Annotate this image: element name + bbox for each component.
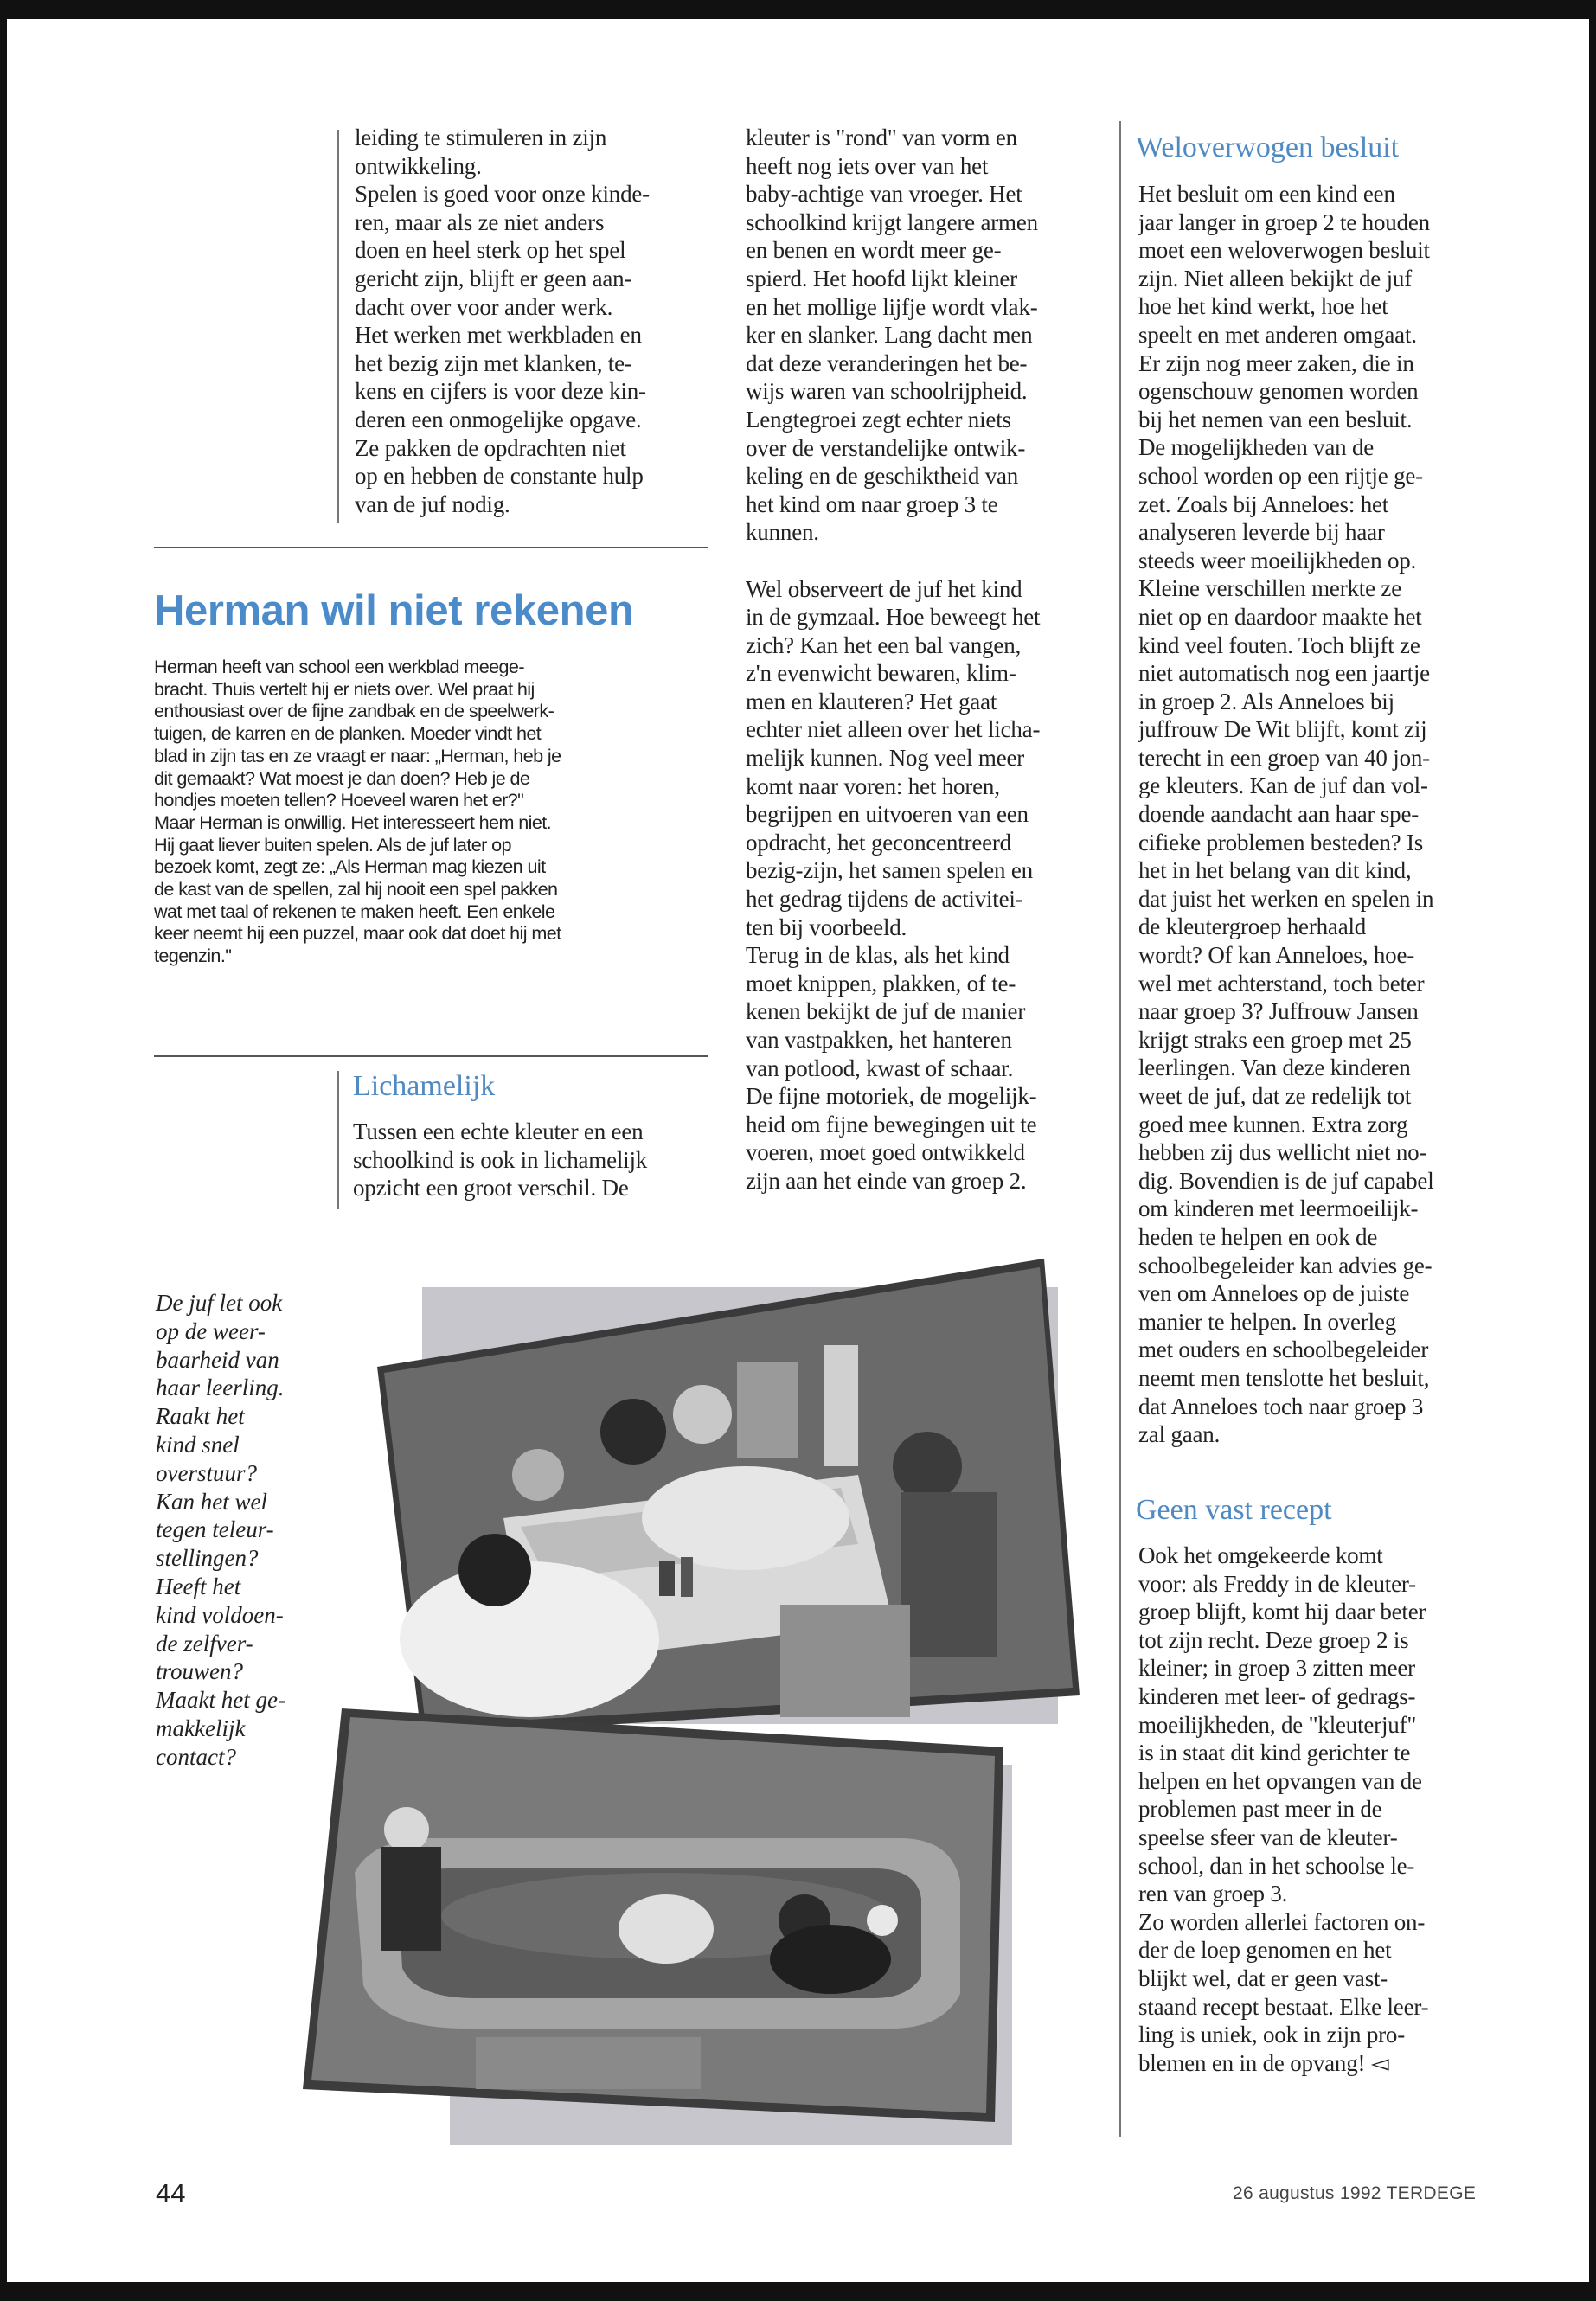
scan-border-left [0,0,7,2301]
column3-rule [1119,121,1121,2137]
column1-rule [337,130,339,523]
scan-border-bottom [0,2282,1596,2301]
article-headline: Herman wil niet rekenen [154,587,634,634]
sandbox-photo [303,1708,1012,2124]
lichamelijk-body: Tussen een echte kleuter en een schoolkind is ook in lichamelijk opzicht een groot verschil. De [353,1118,648,1202]
geen-vast-recept-body: Ook het omgekeerde komt voor: als Freddy in de kleuter- groep blijft, komt hij daar beter tot zijn recht. Deze groep 2 is kleiner; in groep 3 zitten meer kinderen met leer- of gedrags- moeilijkheden, de "kleuterjuf" is in staat dit kind gerichter te helpen en het opvangen van de problemen past meer in de speelse sfeer van de kleuter- school, dan in het schoolse le- ren van groep 3. Zo worden allerlei factoren on- der de loep genomen en het blijkt wel, dat er geen vast- staand recept bestaat. Elke leer- ling is uniek, ook in zijn pro- blemen en in de opvang! ◅ [1138,1542,1429,2076]
article-bottom-divider [154,1055,708,1057]
issue-date: 26 augustus 1992 TERDEGE [1233,2183,1477,2203]
column1-continuation: leiding te stimuleren in zijn ontwikkeling. Spelen is goed voor onze kinde- ren, maar als ze niet anders doen en heel sterk op het spel gericht zijn, blijft er geen aan- dacht over voor ander werk. Het werken met werkbladen en het bezig zijn met klanken, te- kens en cijfers is voor deze kin- deren een onmogelijke opgave. Ze pakken de opdrachten niet op en hebben de constante hulp van de juf nodig. [355,125,650,517]
photo-caption: De juf let ook op de weer- baarheid van haar leerling. Raakt het kind snel overstuur? Kan het wel tegen teleur- stellingen? Heeft het kind voldoen- de zelfver- trouwen? Maakt het ge- makkelijk contact? [156,1290,285,1770]
weloverwogen-body: Het besluit om een kind een jaar langer in groep 2 te houden moet een weloverwogen besluit zijn. Niet alleen bekijkt de juf hoe het kind werkt, hoe het speelt en met anderen omgaat. Er zijn nog meer zaken, die in ogenschouw genomen worden bij het nemen van een besluit. De mogelijkheden van de school worden op een rijtje ge- zet. Zoals bij Anneloes: het analyseren leverde bij haar steeds weer moeilijkheden op. Kleine verschillen merkte ze niet op en daardoor maakte het kind veel fouten. Toch blijft ze niet automatisch nog een jaartje in groep 2. Als Anneloes bij juffrouw De Wit blijft, komt zij terecht in een groep van 40 jon- ge kleuters. Kan de juf dan vol- doende aandacht aan haar spe- cifieke problemen besteden? Is het in het belang van dit kind, dat juist het werken en spelen in de kleutergroep herhaald wordt? Of kan Anneloes, hoe- wel met achterstand, toch beter naar groep 3? Juffrouw Jansen krijgt straks een groep met 25 leerlingen. Van deze kinderen weet de juf, dat ze redelijk tot goed mee kunnen. Extra zorg hebben zij dus wellicht niet no- dig. Bovendien is de juf capabel om kinderen met leermoeilijk- heden te helpen en ook de schoolbegeleider kan advies ge- ven om Anneloes op de juiste manier te helpen. In overleg met ouders en schoolbegeleider neemt men tenslotte het besluit, dat Anneloes toch naar groep 3 zal gaan. [1138,181,1434,1448]
lichamelijk-rule [337,1071,339,1209]
geen-vast-recept-heading: Geen vast recept [1136,1494,1332,1526]
page-number: 44 [156,2178,186,2208]
column2-text: kleuter is "rond" van vorm en heeft nog iets over van het baby-achtige van vroeger. Het schoolkind krijgt langere armen en benen en wordt meer ge- spierd. Het hoofd lijkt kleiner en het mollige lijfje wordt vlak- ker en slanker. Lang dacht men dat deze veranderingen het be- wijs waren van schoolrijpheid. Lengtegroei zegt echter niets over de verstandelijke ontwik- keling en de geschiktheid van het kind om naar groep 3 te kunnen. Wel observeert de juf het kind in de gymzaal. Hoe beweegt het zich? Kan het een bal vangen, z'n evenwicht bewaren, klim- men en klauteren? Het gaat echter niet alleen over het licha- melijk kunnen. Nog veel meer komt naar voren: het horen, begrijpen en uitvoeren van een opdracht, het geconcentreerd bezig-zijn, het samen spelen en het gedrag tijdens de activitei- ten bij voorbeeld. Terug in de klas, als het kind moet knippen, plakken, of te- kenen bekijkt de juf de manier van vastpakken, het hanteren van potlood, kwast of schaar. De fijne motoriek, de mogelijk- heid om fijne bewegingen uit te voeren, moet goed ontwikkeld zijn aan het einde van groep 2. [746,125,1041,1194]
article-top-divider [154,547,708,548]
weloverwogen-heading: Weloverwogen besluit [1136,131,1400,163]
lichamelijk-heading: Lichamelijk [353,1070,496,1102]
classroom-photo [374,1259,1083,1743]
article-intro: Herman heeft van school een werkblad meege- bracht. Thuis vertelt hij er niets over. Wel praat hij enthousiast over de fijne zandbak en de speelwerk- tuigen, de karren en de planken. Moeder vindt het blad in zijn tas en ze vraagt er naar: „Herman, heb je dit gemaakt? Wat moest je dan doen? Heb je de hondjes moeten tellen? Hoeveel waren het er?" Maar Herman is onwillig. Het interesseert hem niet. Hij gaat liever buiten spelen. Als de juf later op bezoek komt, zegt ze: „Als Herman mag kiezen uit de kast van de spellen, zal hij nooit een spel pakken wat met taal of rekenen te maken heeft. Een enkele keer neemt hij een puzzel, maar ook dat doet hij met tegenzin." [154,656,561,967]
scan-border-top [0,0,1596,19]
scan-border-right [1589,0,1596,2301]
